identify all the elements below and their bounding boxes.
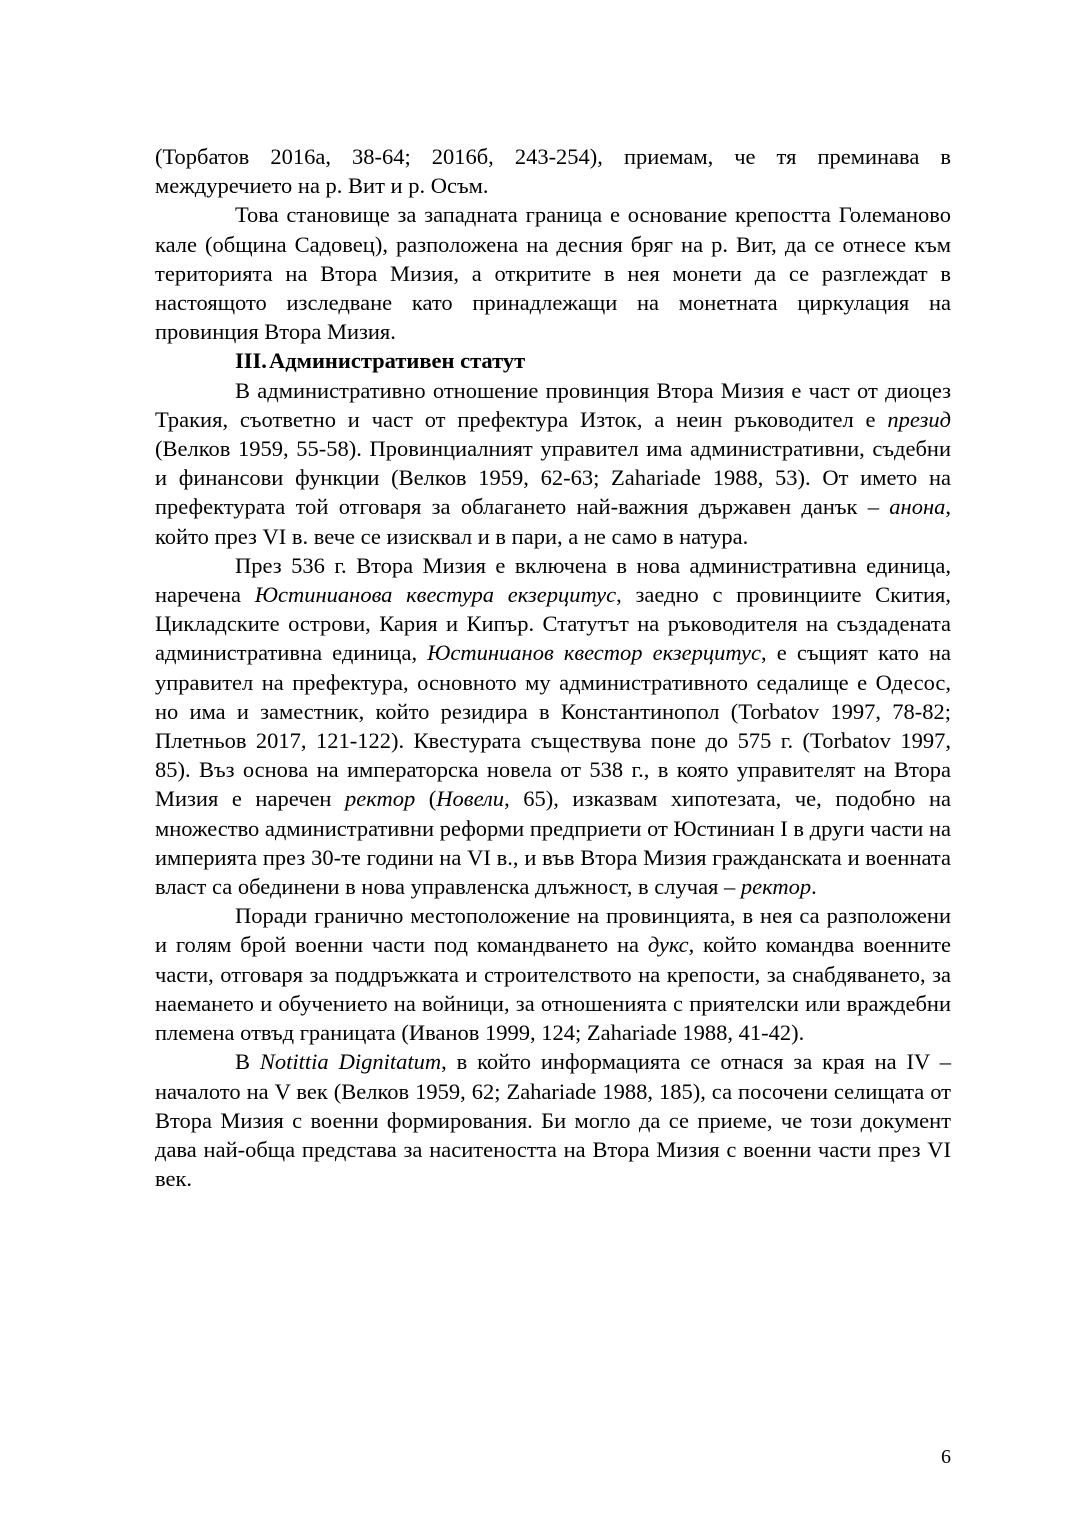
paragraph-1-text: (Торбатов 2016а, 38-64; 2016б, 243-254), приемам, че тя преминава в междуречието на р. Вит и р. Осъм.: [155, 144, 951, 199]
paragraph-3: [155, 376, 951, 551]
paragraph-3-text-a: В административно отношение провинция Втора Мизия е част от диоцез Тракия, съответно и част от префектура Изток, а неин ръководител е: [155, 377, 951, 432]
section-title: Административен статут: [269, 348, 526, 374]
paragraph-3-text-c: , който през VI в. вече се изисквал и в пари, а не само в натура.: [155, 494, 951, 549]
paragraph-4-text-d: (: [415, 786, 437, 812]
paragraph-4-text-e: , 65), изказвам хипотезата, че, подобно на множество административни реформи предприети от Юстиниан I в други части на империята през 30-те години на VI в., и във Втора Мизия гражданската и военната власт са обединени в нова управленска длъжност, в случая –: [155, 786, 951, 900]
paragraph-3-text-b: (Велков 1959, 55-58). Провинциалният управител има административни, съдебни и финансови функции (Велков 1959, 62-63; Zahariade 1988, 53). От името на префектурата той отговаря за облагането най-важния държавен данък –: [155, 436, 951, 520]
paragraph-2-text: Това становище за западната граница е основание крепостта Големаново кале (община Садовец), разположена на десния бряг на р. Вит, да се отнесе към територията на Втора Мизия, а откритите в нея монети да се разглеждат в настоящото изследване като принадлежащи на монетната циркулация на провинция Втора Мизия.: [155, 202, 951, 345]
paragraph-5-text-b: , който командва военните части, отговаря за поддръжката и строителството на крепости, за снабдяването, за наемането и обучението на войници, за отношенията с приятелски или враждебни племена отвъд границата (Иванов 1999, 124; Zahariade 1988, 41-42).: [155, 932, 951, 1046]
paragraph-6-text-a: В: [235, 1049, 260, 1075]
section-heading: [155, 346, 951, 375]
paragraph-4-text-a: През 536 г. Втора Мизия е включена в нова административна единица, наречена: [155, 552, 951, 608]
term-rector: ректор: [345, 786, 416, 812]
paragraph-6-text-b: , в който информацията се отнася за края на IV – началото на V век (Велков 1959, 62; Zahariade 1988, 185), са посочени селищата от Втора Мизия с военни формирования. Би могло да се приеме, че този документ дава най-обща представа за наситеността на Втора Мизия с военни части през VI век.: [155, 1049, 951, 1192]
paragraph-4: [155, 551, 951, 901]
term-quaestor: Юстинианов квестор екзерцитус: [427, 640, 762, 666]
term-novels: Новели: [436, 786, 505, 812]
paragraph-5: [155, 901, 951, 1047]
paragraph-1: [155, 142, 951, 200]
paragraph-2: [155, 200, 951, 346]
paragraph-6: [155, 1047, 951, 1193]
term-anona: анона: [889, 494, 946, 520]
term-prezid: презид: [887, 406, 951, 432]
section-number: III.: [235, 348, 267, 374]
paragraph-4-text-b: , заедно с провинциите Скития, Цикладските острови, Кария и Кипър. Статутът на ръководителя на създадената административна единица,: [155, 582, 952, 666]
document-body: [155, 142, 951, 1193]
paragraph-4-text-f: .: [811, 874, 817, 900]
paragraph-4-text-c: , е същият като на управител на префектура, основното му административното седалище е Одесос, но има и заместник, който резидира в Константинопол (Torbatov 1997, 78-82; Плетньов 2017, 121-122). Квестурата съществува поне до 575 г. (Torbatov 1997, 85). Въз основа на императорска новела от 538 г., в която управителят на Втора Мизия е наречен: [155, 640, 951, 812]
term-quaestura: Юстинианова квестура екзерцитус: [254, 582, 617, 608]
paragraph-5-text-a: Поради гранично местоположение на провинцията, в нея са разположени и голям брой военни части под командването на: [155, 903, 951, 958]
term-rector-2: ректор: [740, 874, 812, 900]
term-dux: дукс: [647, 932, 689, 958]
term-notitia: Notittia Dignitatum: [259, 1049, 442, 1075]
page-number: 6: [941, 1446, 951, 1468]
